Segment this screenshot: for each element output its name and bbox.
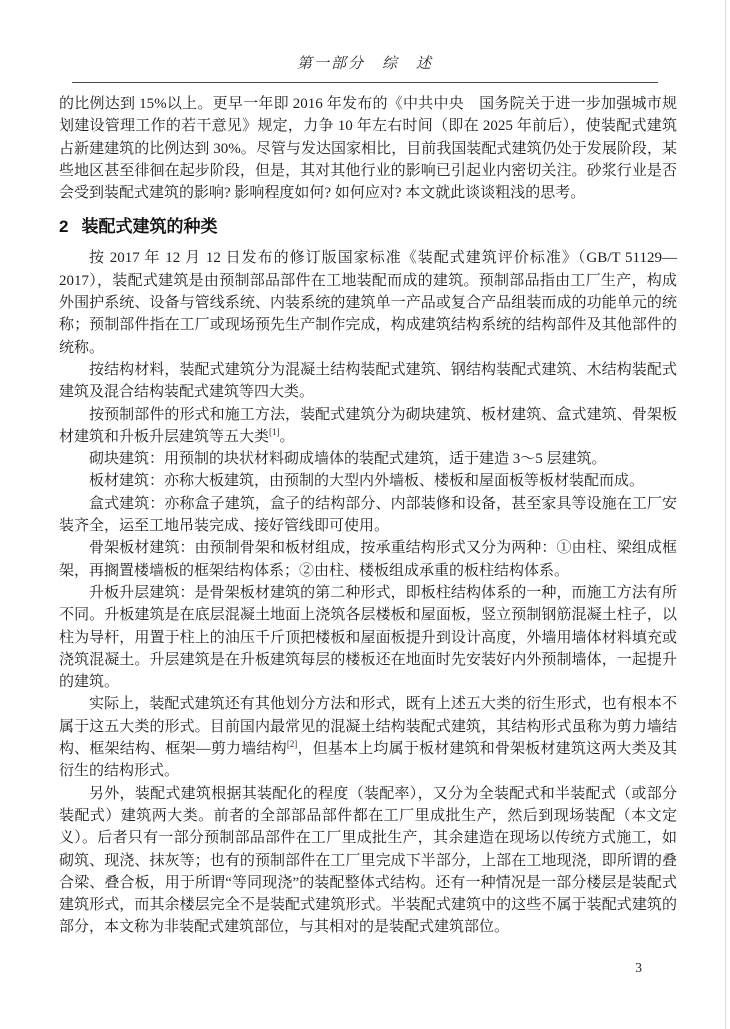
- paragraph: 按 2017 年 12 月 12 日发布的修订版国家标准《装配式建筑评价标准》（GB/T 51129—2017），装配式建筑是由预制部品部件在工地装配而成的建筑。预制部品指由工厂生产，构成外围护系统、设备与管线系统、内装系统的建筑单一产品或复合产品组装而成的功能单元的统称；预制部件指在工厂或现场预先生产制作完成，构成建筑结构系统的结构部件及其他部件的统称。: [59, 250, 677, 356]
- paragraph: 的比例达到 15%以上。更早一年即 2016 年发布的《中共中央 国务院关于进一步加强城市规划建设管理工作的若干意见》规定，力争 10 年左右时间（即在 2025 年前后），使装配式建筑占新建建筑的比例达到 30%。尽管与发达国家相比，目前我国装配式建筑仍处于发展阶段，某些地区甚至徘徊在起步阶段，但是，其对其他行业的影响已引起业内密切关注。砂浆行业是否会受到装配式建筑的影响? 影响程度如何? 如何应对? 本文就此谈谈粗浅的思考。: [59, 96, 677, 202]
- paragraph: 盒式建筑：亦称盒子建筑，盒子的结构部分、内部装修和设备，甚至家具等设施在工厂安装齐全，运至工地吊装完成、接好管线即可使用。: [59, 495, 677, 535]
- paragraph: 砌块建筑：用预制的块状材料砌成墙体的装配式建筑，适于建造 3～5 层建筑。: [89, 451, 607, 468]
- paragraph: 实际上，装配式建筑还有其他划分方法和形式，既有上述五大类的衍生形式，也有根本不属于这五大类的形式。目前国内最常见的混凝土结构装配式建筑，其结构形式虽称为剪力墙结构、框架结构、框架—剪力墙结构[2]，但基本上均属于板材建筑和骨架板材建筑这两大类及其衍生的结构形式。: [59, 696, 677, 780]
- paragraph: 板材建筑：亦称大板建筑，由预制的大型内外墙板、楼板和屋面板等板材装配而成。: [89, 473, 645, 490]
- page-header: [72, 52, 658, 83]
- paragraph: 骨架板材建筑：由预制骨架和板材组成，按承重结构形式又分为两种：①由柱、梁组成框架，再搁置楼墙板的框架结构体系；②由柱、楼板组成承重的板柱结构体系。: [59, 540, 677, 579]
- paragraph: 另外，装配式建筑根据其装配化的程度（装配率），又分为全装配式和半装配式（或部分装配式）建筑两大类。前者的全部部品部件都在工厂里成批生产，然后到现场装配（本文定义）。后者只有一部分预制部品部件在工厂里成批生产，其余建造在现场以传统方式施工，如砌筑、现浇、抹灰等；也有的预制部件在工厂里完成下半部分，上部在工地现浇，即所谓的叠合梁、叠合板，用于所谓“等同现浇”的装配整体式结构。还有一种情况是一部分楼层是装配式建筑形式，而其余楼层完全不是装配式建筑形式。半装配式建筑中的这些不属于装配式建筑的部分，本文称为非装配式建筑部位，与其相对的是装配式建筑部位。: [59, 785, 677, 936]
- paragraph: 按结构材料，装配式建筑分为混凝土结构装配式建筑、钢结构装配式建筑、木结构装配式建筑及混合结构装配式建筑等四大类。: [59, 361, 677, 401]
- paragraph: 升板升层建筑：是骨架板材建筑的第二种形式，即板柱结构体系的一种，而施工方法有所不同。升板建筑是在底层混凝土地面上浇筑各层楼板和屋面板，竖立预制钢筋混凝土柱子，以柱为导杆，用置于柱上的油压千斤顶把楼板和屋面板提升到设计高度，外墙用墙体材料填充或浇筑混凝土。升层建筑是在升板建筑每层的楼板还在地面时先安装好内外预制墙体，一起提升的建筑。: [59, 584, 677, 691]
- section-number: 2: [59, 217, 69, 237]
- running-title: 第一部分 综 述: [72, 52, 658, 83]
- paragraph: 按预制部件的形式和施工方法，装配式建筑分为砌块建筑、板材建筑、盒式建筑、骨架板材建筑和升板升层建筑等五大类[1]。: [59, 406, 677, 445]
- page-footer: [635, 959, 642, 977]
- document-body: [59, 93, 677, 939]
- scan-edge-line: [725, 0, 726, 1029]
- footnote-ref: [1]: [269, 426, 280, 437]
- footnote-ref: [2]: [286, 739, 298, 750]
- section-title: 装配式建筑的种类: [81, 217, 218, 237]
- page-number: 3: [635, 960, 642, 975]
- section-heading: [59, 215, 677, 238]
